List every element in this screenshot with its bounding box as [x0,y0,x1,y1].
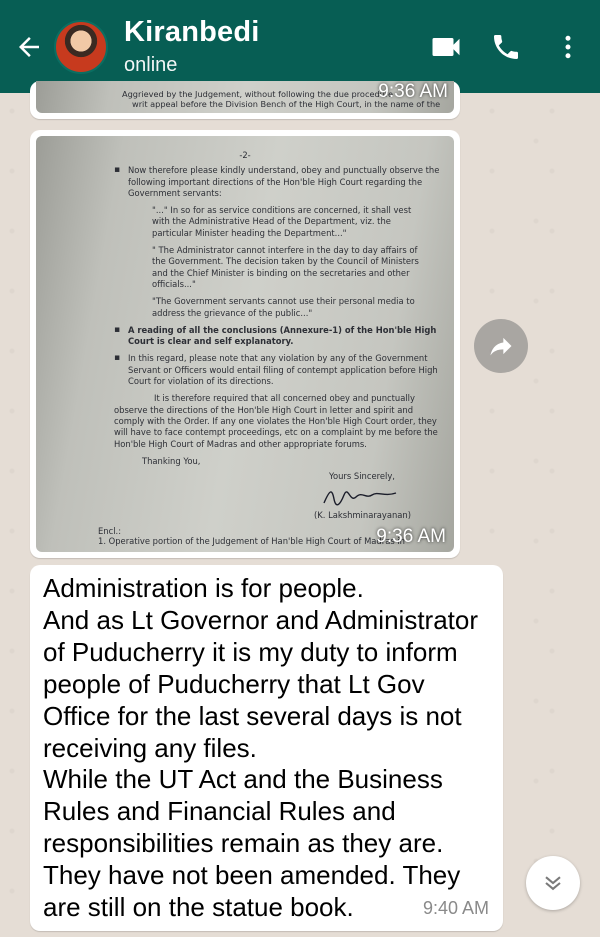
signature-icon [320,485,400,509]
document-text: writ appeal before the Division Bench of the High Court, in the name of the [132,99,441,109]
voice-call-button[interactable] [476,0,536,93]
message-line: Office for the last several days is not [43,700,462,731]
message-line: are still on the statue book. [43,892,354,923]
page-number: -2- [239,150,251,160]
document-text: Aggrieved by the Judgement, without following the due procedure [122,89,394,99]
chat-area[interactable] [0,81,600,937]
document-quote: "The Government servants cannot use their personal media to address the grievance of the public..." [152,296,415,318]
document-quote: "..." In so for as service conditions are concerned, it shall vest with the Administrative Head of the Department, viz. the particular Minister heading the Department..." [152,205,412,238]
document-signatory: (K. Lakshminarayanan) [314,510,412,521]
more-vert-icon [553,32,583,62]
document-paragraph: ▪ In this regard, please note that any violation by any of the Government Servant or Officers would entail filing of contempt application before High Court for violation of its directions. [114,353,446,387]
more-options-button[interactable] [536,0,600,93]
back-button[interactable] [4,0,54,93]
document-encl [98,526,405,546]
contact-name: Kiranbedi [124,15,260,48]
back-arrow-icon [14,32,44,62]
message-line: They have not been amended. They [43,860,461,891]
message-line: people of Puducherry that Lt Gov [43,668,425,699]
avatar[interactable] [54,20,108,74]
signature-block [114,471,446,521]
forward-icon [487,332,515,360]
message-line: Administration is for people. [43,573,364,603]
contact-info[interactable] [124,16,416,78]
document-text: 1. Operative portion of the Judgement of Han'ble High Court of Madras in [98,536,405,546]
message-image[interactable] [36,136,454,552]
message-line: of Puducherry it is my duty to inform [43,636,458,667]
video-call-icon [428,29,464,65]
message-time: 9:36 AM [376,526,446,547]
scroll-down-button[interactable] [526,856,580,910]
forward-button[interactable] [474,319,528,373]
document-quote: " The Administrator cannot interfere in the day to day affairs of the Government. The decision taken by the Council of Ministers and the Chief Minister is binding on the secretaries and other officials..." [152,245,419,289]
document-thanking: Thanking You, [142,455,201,466]
document-yours: Yours Sincerely, [329,471,395,482]
document-paragraph: ▪ A reading of all the conclusions (Annexure-1) of the Hon'ble High Court is clear and self explanatory. [114,325,446,348]
phone-icon [490,31,522,63]
document-page [114,150,446,548]
message-time: 9:40 AM [422,898,489,918]
message-line: receiving any files. [43,732,257,763]
message-line: While the UT Act and the Business [43,764,443,795]
video-call-button[interactable] [416,0,476,93]
message-image[interactable] [36,81,454,113]
message-line: And as Lt Governor and Administrator [43,604,479,635]
message-line: responsibilities remain as they are. [43,828,444,859]
text-message[interactable] [30,565,503,931]
document-text: Encl.: [98,526,122,536]
chat-header [0,0,600,93]
image-message[interactable] [30,130,460,558]
document-paragraph: ▪ Now therefore please kindly understand, obey and punctually observe the following important directions of the Hon'ble High Court regarding the Government servants: [114,165,446,199]
message-time: 9:36 AM [378,81,448,102]
scroll-down-icon [539,869,567,897]
message-line: Rules and Financial Rules and [43,796,396,827]
document-paragraph: It is therefore required that all concerned obey and punctually observe the directions of the Hon'ble High Court in letter and spirit and comply with the Order. If any one violates the Hon'ble High Court order, they will have to face contempt proceedings, etc on a complaint by me before the Hon'ble High Court of Madras and other appropriate forums. [114,393,438,449]
contact-status: online [124,53,178,76]
message-text [43,573,491,924]
image-message[interactable] [30,81,460,119]
